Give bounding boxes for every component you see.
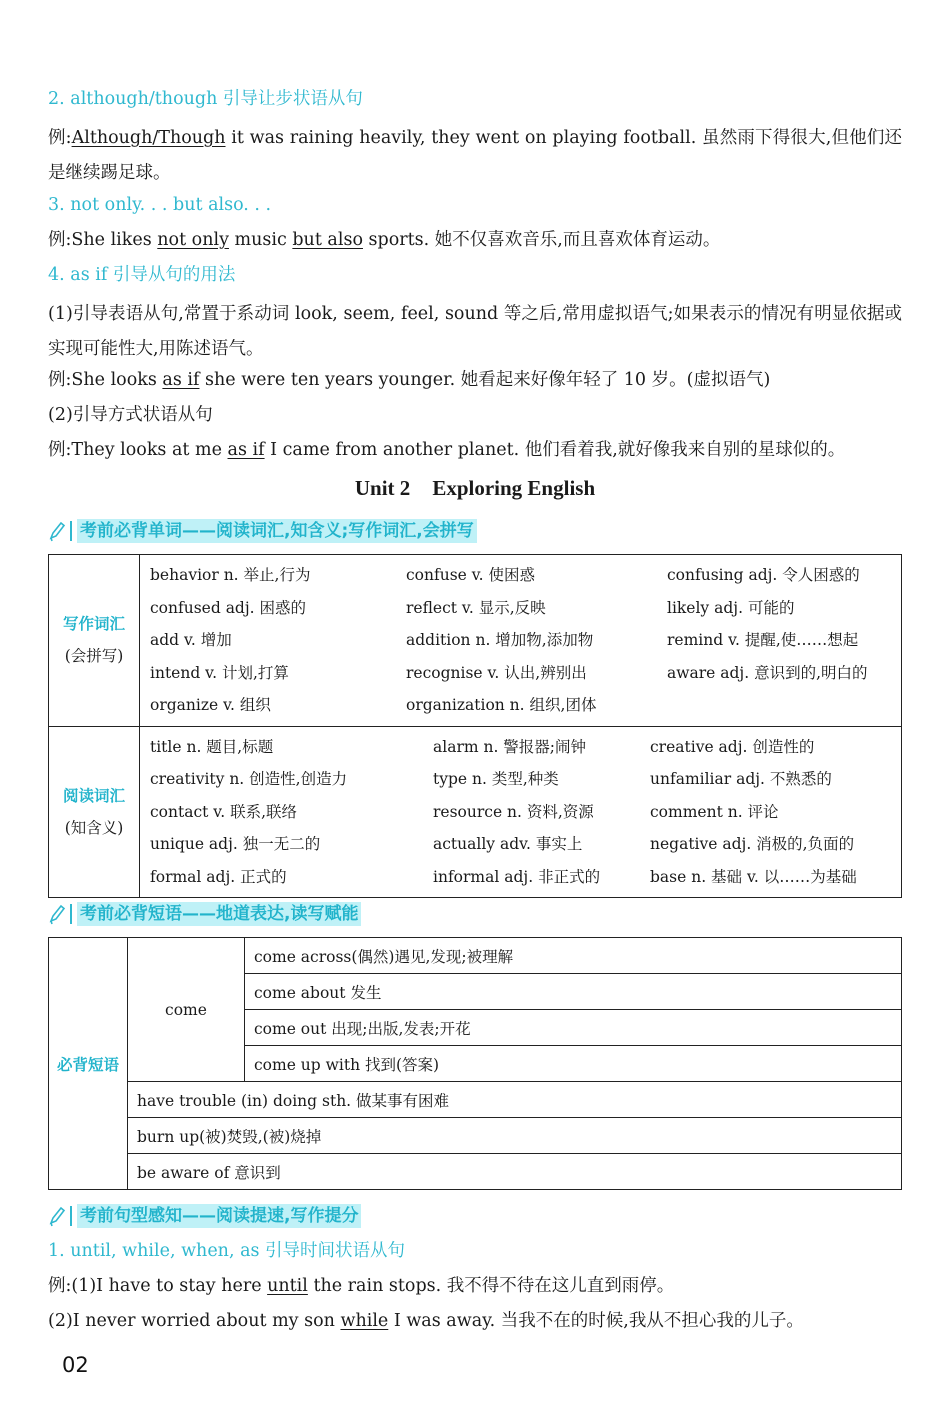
- reading-words: [140, 726, 902, 898]
- phrase-group-come: come: [128, 938, 245, 1082]
- vocab-item: add v. 增加: [150, 631, 232, 649]
- section-header-words: 考前必背单词——阅读词汇,知含义;写作词汇,会拼写: [48, 517, 477, 545]
- paragraph-as-if-1: (1)引导表语从句,常置于系动词 look, seem, feel, sound 等之后,常用虚拟语气;如果表示的情况有明显依据或实现可能性大,用陈述语气。: [48, 304, 902, 359]
- vocab-item: creativity n. 创造性,创造力: [150, 770, 348, 788]
- section-header-sentences: 考前句型感知——阅读提速,写作提分: [48, 1202, 361, 1230]
- heading-as-if: 4. as if 引导从句的用法: [48, 265, 236, 285]
- example-as-if-2: 例:They looks at me as if I came from another planet. 他们看着我,就好像我来自别的星球似的。: [48, 440, 846, 460]
- vocab-item: unfamiliar adj. 不熟悉的: [650, 770, 832, 788]
- divider-bar: [70, 1206, 72, 1226]
- phrase-item: come out 出现;出版,发表;开花: [245, 1010, 902, 1046]
- example-until: 例:(1)I have to stay here until the rain stops. 我不得不待在这儿直到雨停。: [48, 1276, 675, 1296]
- writing-label: 写作词汇 (会拼写): [49, 555, 140, 727]
- heading-until-while: 1. until, while, when, as 引导时间状语从句: [48, 1241, 406, 1261]
- vocab-item: actually adv. 事实上: [433, 835, 583, 853]
- unit-title: Unit 2 Exploring English: [354, 476, 596, 500]
- vocab-item: recognise v. 认出,辨别出: [406, 663, 587, 682]
- vocab-item: unique adj. 独一无二的: [150, 835, 321, 853]
- phrases-table: [48, 937, 902, 1190]
- phrase-item: be aware of 意识到: [128, 1154, 902, 1190]
- divider-bar: [70, 521, 72, 541]
- pencil-icon: [48, 520, 66, 542]
- vocab-item: [667, 689, 897, 722]
- pencil-icon: [48, 903, 66, 925]
- vocab-item: likely adj. 可能的: [667, 598, 795, 617]
- vocab-item: addition n. 增加物,添加物: [406, 631, 594, 649]
- divider-bar: [70, 904, 72, 924]
- vocab-item: base n. 基础 v. 以……为基础: [650, 867, 857, 886]
- vocab-table: [48, 554, 902, 898]
- vocab-item: organization n. 组织,团体: [406, 696, 597, 714]
- vocab-item: creative adj. 创造性的: [650, 737, 815, 756]
- pencil-icon: [48, 1205, 66, 1227]
- example-not-only: 例:She likes not only music but also sports. 她不仅喜欢音乐,而且喜欢体育运动。: [48, 230, 721, 250]
- vocab-item: behavior n. 举止,行为: [150, 566, 311, 584]
- example-while: (2)I never worried about my son while I was away. 当我不在的时候,我从不担心我的儿子。: [48, 1311, 804, 1331]
- example-although: 例:Although/Though it was raining heavily, they went on playing football. 虽然雨下得很大,但他们还是继续踢足球。: [48, 128, 902, 183]
- vocab-item: informal adj. 非正式的: [433, 867, 601, 886]
- section-header-phrases: 考前必背短语——地道表达,读写赋能: [48, 900, 361, 928]
- paragraph-as-if-2: (2)引导方式状语从句: [48, 405, 213, 425]
- vocab-item: comment n. 评论: [650, 802, 779, 821]
- vocab-item: negative adj. 消极的,负面的: [650, 835, 855, 853]
- vocab-item: contact v. 联系,联络: [150, 802, 298, 821]
- phrase-item: burn up(被)焚毁,(被)烧掉: [128, 1118, 902, 1154]
- phrase-item: come about 发生: [245, 974, 902, 1010]
- example-as-if-1: 例:She looks as if she were ten years younger. 她看起来好像年轻了 10 岁。(虚拟语气): [48, 370, 771, 390]
- heading-although: 2. although/though 引导让步状语从句: [48, 89, 363, 109]
- vocab-item: confuse v. 使困惑: [406, 566, 536, 584]
- heading-not-only: 3. not only. . . but also. . .: [48, 195, 272, 215]
- vocab-item: reflect v. 显示,反映: [406, 598, 546, 617]
- vocab-item: remind v. 提醒,使……想起: [667, 631, 859, 649]
- phrases-label: 必背短语: [49, 938, 128, 1190]
- page-number: 02: [62, 1353, 89, 1377]
- vocab-item: intend v. 计划,打算: [150, 663, 289, 682]
- vocab-item: aware adj. 意识到的,明白的: [667, 663, 868, 682]
- phrase-item: have trouble (in) doing sth. 做某事有困难: [128, 1082, 902, 1118]
- vocab-item: type n. 类型,种类: [433, 770, 559, 788]
- phrase-item: come up with 找到(答案): [245, 1046, 902, 1082]
- vocab-item: confused adj. 困惑的: [150, 598, 307, 617]
- vocab-item: title n. 题目,标题: [150, 737, 274, 756]
- reading-label: 阅读词汇 (知含义): [49, 726, 140, 898]
- vocab-item: alarm n. 警报器;闹钟: [433, 737, 587, 756]
- vocab-item: confusing adj. 令人困惑的: [667, 566, 860, 584]
- phrase-item: come across(偶然)遇见,发现;被理解: [245, 938, 902, 974]
- vocab-item: formal adj. 正式的: [150, 867, 287, 886]
- vocab-item: organize v. 组织: [150, 696, 271, 714]
- vocab-item: resource n. 资料,资源: [433, 802, 594, 821]
- writing-words: [140, 555, 902, 727]
